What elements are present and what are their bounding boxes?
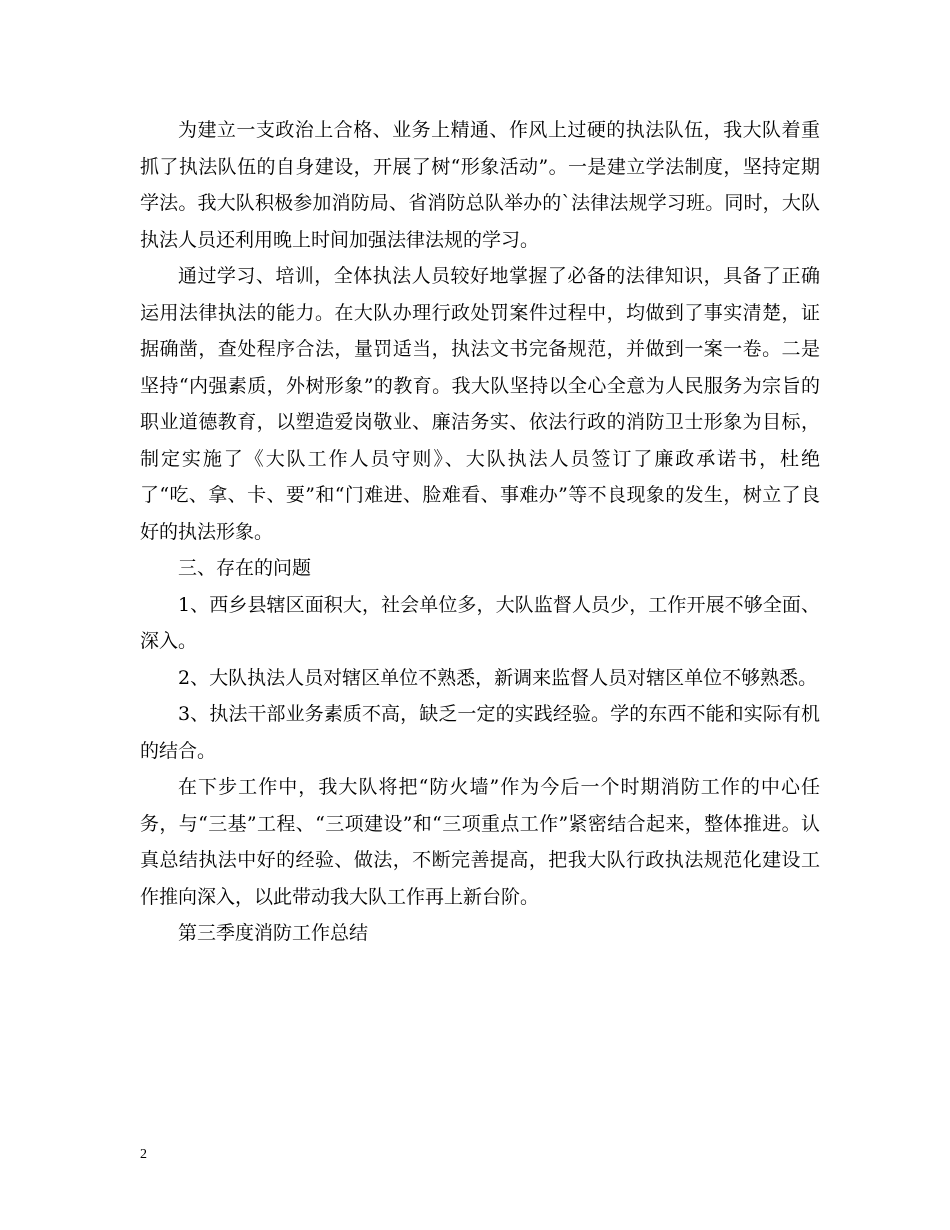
list-item-problem-1: 1、西乡县辖区面积大，社会单位多，大队监督人员少，工作开展不够全面、深入。	[140, 593, 820, 652]
paragraph-next-steps: 在下步工作中，我大队将把“防火墙”作为今后一个时期消防工作的中心任务，与“三基”工程、“三项建设”和“三项重点工作”紧密结合起来，整体推进。认真总结执法中好的经验、做法，不断完善提高，把我大队行政执法规范化建设工作推向深入，以此带动我大队工作再上新台阶。	[140, 776, 820, 908]
paragraph-training-results: 通过学习、培训，全体执法人员较好地掌握了必备的法律知识，具备了正确运用法律执法的能力。在大队办理行政处罚案件过程中，均做到了事实清楚，证据确凿，查处程序合法，量罚适当，执法文书完备规范，并做到一案一卷。二是坚持“内强素质，外树形象”的教育。我大队坚持以全心全意为人民服务为宗旨的职业道德教育，以塑造爱岗敬业、廉洁务实、依法行政的消防卫士形象为目标，制定实施了《大队工作人员守则》、大队执法人员签订了廉政承诺书，杜绝了“吃、拿、卡、要”和“门难进、脸难看、事难办”等不良现象的发生，树立了良好的执法形象。	[140, 265, 820, 543]
section-heading-problems: 三、存在的问题	[178, 557, 312, 579]
list-item-problem-2: 2、大队执法人员对辖区单位不熟悉，新调来监督人员对辖区单位不够熟悉。	[178, 666, 818, 689]
section-title-q3-summary: 第三季度消防工作总结	[178, 922, 369, 944]
list-item-problem-3: 3、执法干部业务素质不高，缺乏一定的实践经验。学的东西不能和实际有机的结合。	[140, 703, 820, 762]
page-number: 2	[140, 1147, 147, 1162]
document-body	[140, 112, 820, 952]
paragraph-team-building: 为建立一支政治上合格、业务上精通、作风上过硬的执法队伍，我大队着重抓了执法队伍的自身建设，开展了树“形象活动”。一是建立学法制度，坚持定期学法。我大队积极参加消防局、省消防总队举办的`法律法规学习班。同时，大队执法人员还利用晚上时间加强法律法规的学习。	[140, 119, 820, 251]
